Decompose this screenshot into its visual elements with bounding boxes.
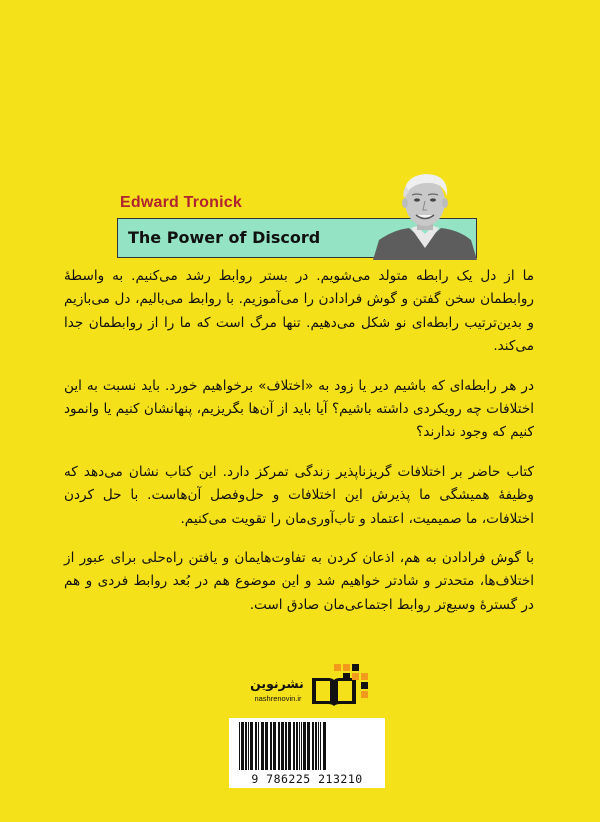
author-portrait [373, 168, 477, 260]
barcode-bar [307, 722, 310, 770]
isbn-barcode [229, 718, 385, 788]
barcode-bar [303, 722, 306, 770]
publisher-logo [248, 660, 378, 708]
blurb-paragraph: با گوش فرادادن به هم، اذعان کردن به تفاوت‌هایمان و یافتن راه‌حلی برای عبور از اختلاف‌ها، متحدتر و شادتر خواهیم شد و این موضوع هم در بُعد روابط فردی و هم در گسترهٔ وسیع‌تر روابط اجتماعی‌مان صادق است. [64, 550, 534, 613]
barcode-bar [255, 722, 257, 770]
barcode-bar [241, 722, 244, 770]
barcode-bar [293, 722, 295, 770]
blurb-text [64, 265, 534, 633]
barcode-bar [312, 722, 314, 770]
barcode-bar [285, 722, 287, 770]
barcode-bar [281, 722, 284, 770]
barcode-bar [301, 722, 302, 770]
barcode-bar [258, 722, 259, 770]
publisher-url: nashrenovin.ir [254, 694, 302, 703]
barcode-bar [296, 722, 298, 770]
barcode-bar [278, 722, 280, 770]
publisher-name: نشرنوین [250, 676, 304, 691]
blurb-paragraph: ما از دل یک رابطه متولد می‌شویم. در بستر روابط رشد می‌کنیم. به واسطهٔ روابطمان سخن گفتن و گوش فرادادن را می‌آموزیم. با روابط می‌بالیم، دل می‌بازیم و بدین‌ترتیب رابطه‌ای نو شکل می‌دهیم. تنها مرگ است که ما را از روابطمان جدا می‌کند. [64, 268, 534, 355]
barcode-bar [265, 722, 268, 770]
barcode-bar [315, 722, 317, 770]
barcode-bar [248, 722, 249, 770]
barcode-bars [235, 722, 379, 770]
book-logo-icon [310, 662, 372, 706]
blurb-paragraph: کتاب حاضر بر اختلافات گریزناپذیر زندگی تمرکز دارد. این کتاب نشان می‌دهد که وظیفهٔ همیشگی ما پذیرش این اختلافات و حل‌وفصل آن‌هاست. با حل کردن اختلافات، ما صمیمیت، اعتماد و تاب‌آوری‌مان را تقویت می‌کنیم. [64, 463, 534, 527]
barcode-bar [323, 722, 326, 770]
barcode-bar [250, 722, 253, 770]
blurb-paragraph: در هر رابطه‌ای که باشیم دیر یا زود به «اختلاف» برخواهیم خورد. باید نسبت به این اختلافات چه رویکردی داشته باشیم؟ آیا باید از آن‌ها بگریزیم، پنهانشان کنیم یا وانمود کنیم که وجود ندارند؟ [64, 377, 534, 441]
barcode-bar [288, 722, 291, 770]
author-name: Edward Tronick [120, 194, 242, 211]
isbn-number: 9 786225 213210 [251, 772, 363, 786]
barcode-bar [239, 722, 240, 770]
barcode-bar [320, 722, 321, 770]
barcode-bar [273, 722, 276, 770]
barcode-bar [261, 722, 264, 770]
barcode-bar [270, 722, 272, 770]
barcode-bar [299, 722, 300, 770]
book-title: The Power of Discord [128, 228, 321, 247]
barcode-bar [245, 722, 247, 770]
barcode-bar [318, 722, 319, 770]
